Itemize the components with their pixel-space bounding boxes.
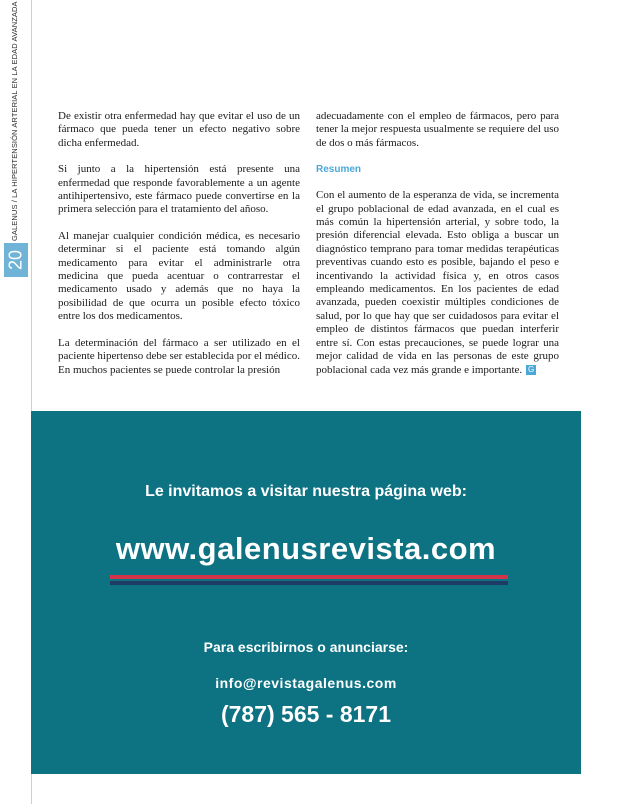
advertisement-panel	[31, 411, 581, 774]
article-paragraph: Si junto a la hipertensión está presente una enfermedad que responde favorablemente a un agente antihipertensivo, este fármaco puede convertirse en la primera selección para el tratamiento del añoso.	[58, 163, 300, 216]
red-rule	[110, 575, 508, 579]
sidebar	[0, 0, 32, 804]
ad-invite-text: Le invitamos a visitar nuestra página web:	[145, 483, 467, 500]
end-of-article-icon: G	[528, 364, 535, 374]
article-paragraph: Al manejar cualquier condición médica, es necesario determinar si el paciente está tomando algún medicamento para evitar el administrarle otra medicina que pueda acentuar o contrarrestar el medicamento usado y además que no haya la posibilidad de que ocurra un posible efecto tóxico entre los dos medicamentos.	[58, 229, 300, 323]
article-paragraph: adecuadamente con el empleo de fármacos, pero para tener la mejor respuesta usualmente se requiere del uso de dos o más fármacos.	[316, 110, 559, 149]
contact-email[interactable]: info@revistagalenus.com	[215, 675, 397, 691]
page-number: 20	[5, 249, 26, 271]
article-paragraph: La determinación del fármaco a ser utilizado en el paciente hipertenso debe ser establecida por el médico. En muchos pacientes se puede controlar la presión	[58, 336, 300, 376]
summary-heading: Resumen	[316, 164, 362, 176]
article-column-right	[316, 110, 559, 390]
article-paragraph: De existir otra enfermedad hay que evitar el uso de un fármaco que pueda tener un efecto negativo sobre dicha enfermedad.	[58, 110, 300, 149]
summary-text: Con el aumento de la esperanza de vida, se incrementa el grupo poblacional de edad avanzada, en el cual es más común la hipertensión arterial, y sobre todo, la presión diferencial elevada. Esto obliga a buscar un diagnóstico temprano para tomar medidas terapéuticas preventivas cuando esto es posible, bajando el peso e incentivando la actividad física y, en otros casos empleando medicamentos. En los pacientes de edad avanzada, pueden coexistir múltiples condiciones de salud, por lo que hay que ser cuidadosos para evitar el empleo de distintos fármacos que puedan interferir entre sí. Con estas precauciones, se puede lograr una mejor calidad de vida en las personas de este grupo poblacional cada vez más grande e importante.	[316, 189, 559, 376]
summary-paragraph	[316, 189, 559, 377]
contact-phone[interactable]: (787) 565 - 8171	[220, 701, 392, 727]
article-column-left	[58, 110, 300, 390]
website-url[interactable]: www.galenusrevista.com	[115, 531, 497, 566]
navy-rule	[110, 581, 508, 585]
page-number-badge	[4, 243, 28, 277]
contact-heading: Para escribirnos o anunciarse:	[203, 639, 409, 655]
running-header: GALENUS / LA HIPERTENSIÓN ARTERIAL EN LA EDAD AVANZADA	[10, 1, 19, 241]
